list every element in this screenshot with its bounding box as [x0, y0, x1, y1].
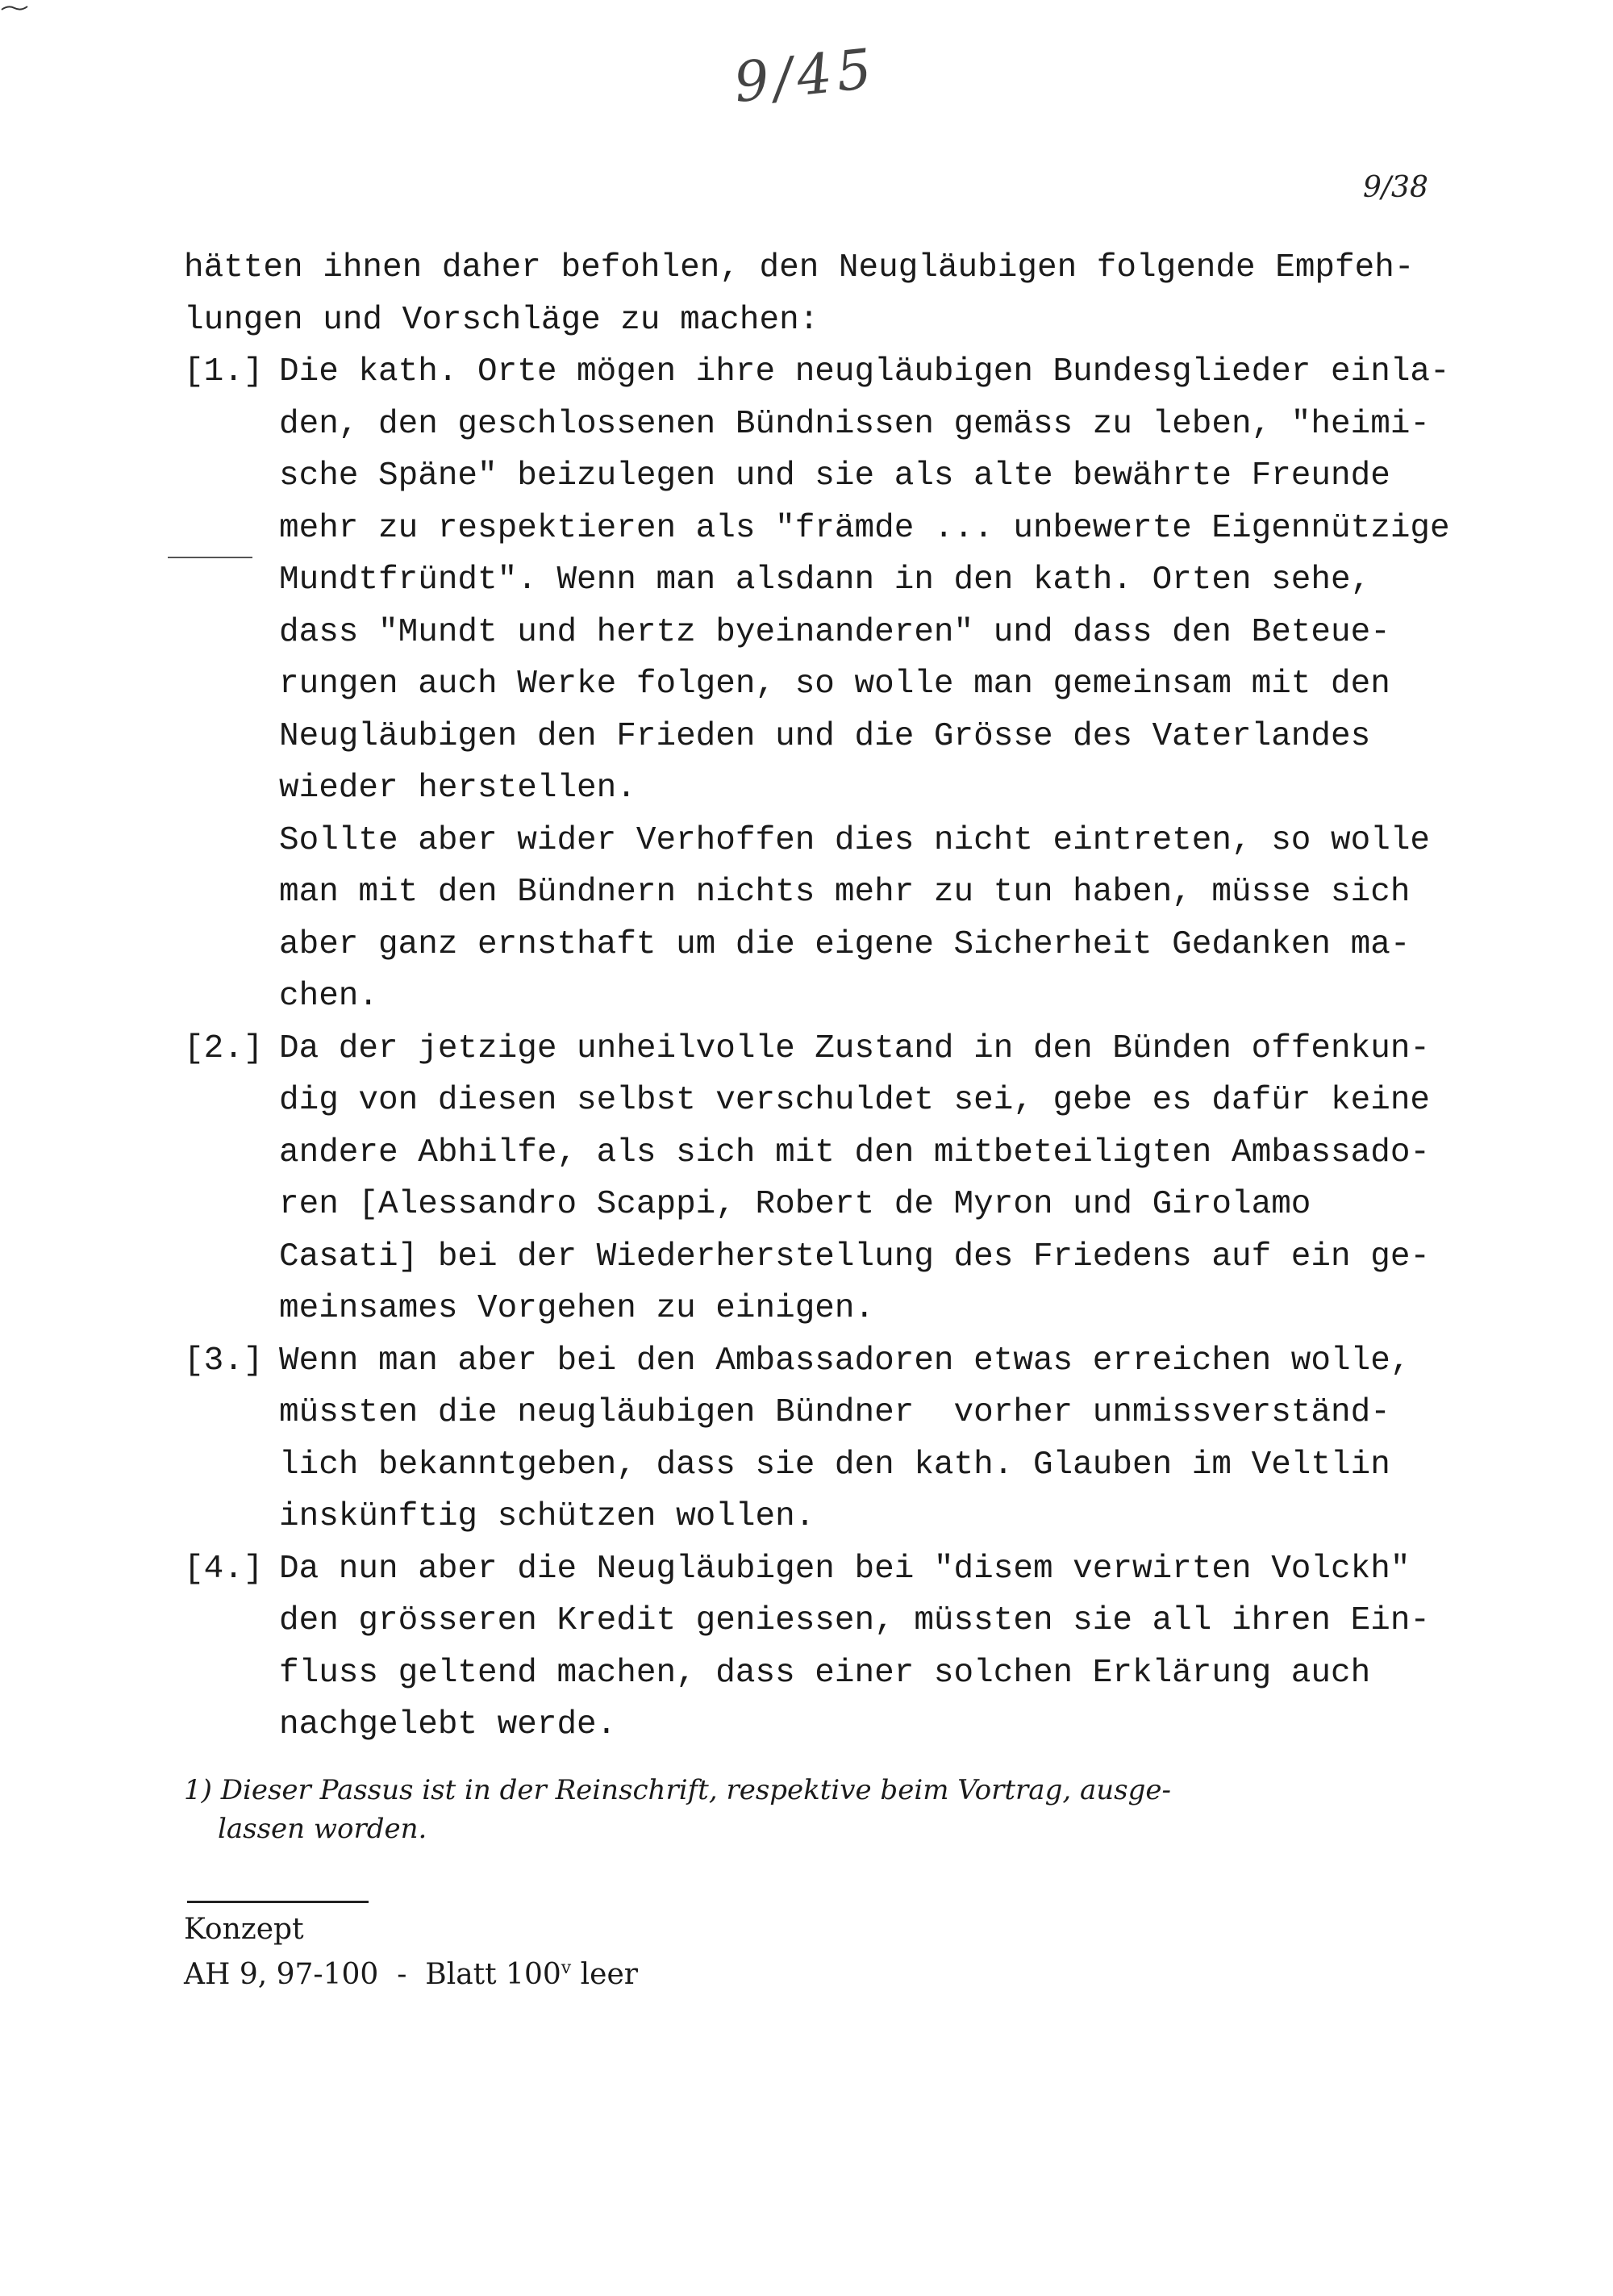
paragraph-line: hätten ihnen daher befohlen, den Neugläubigen folgende Empfeh- [184, 249, 1415, 286]
list-item-text: Wenn man aber bei den Ambassadoren etwas erreichen wolle, [279, 1342, 1411, 1380]
paragraph-continuation-line: den grösseren Kredit geniessen, müssten sie all ihren Ein- [279, 1602, 1431, 1639]
list-item-number: [3.] [184, 1342, 264, 1380]
source-ref-prefix: AH 9, 97-100 - Blatt 100 [184, 1958, 561, 1991]
paragraph-continuation-line: inskünftig schützen wollen. [279, 1498, 815, 1535]
paragraph-continuation-line: andere Abhilfe, als sich mit den mitbeteiligten Ambassado- [279, 1133, 1431, 1171]
paragraph-continuation-line: chen. [279, 978, 379, 1015]
list-item-text: Die kath. Orte mögen ihre neugläubigen Bundesglieder einla- [279, 353, 1450, 390]
list-item-number: [2.] [184, 1029, 264, 1067]
source-label: Konzept [184, 1913, 304, 1946]
paragraph-continuation-line: wieder herstellen. [279, 770, 636, 807]
paragraph-continuation-line: Casati] bei der Wiederherstellung des Friedens auf ein ge- [279, 1238, 1431, 1275]
paragraph-continuation-line: dass "Mundt und hertz byeinanderen" und dass den Beteue- [279, 613, 1390, 651]
source-ref-suffix: leer [571, 1958, 638, 1991]
footnote-line: 1) Dieser Passus ist in der Reinschrift, respektive beim Vortrag, ausge- [184, 1774, 1171, 1806]
paragraph-continuation-line: den, den geschlossenen Bündnissen gemäss zu leben, "heimi- [279, 405, 1431, 443]
footnote-line: lassen worden. [218, 1813, 427, 1845]
paragraph-continuation-line: Neugläubigen den Frieden und die Grösse des Vaterlandes [279, 717, 1371, 755]
paragraph-continuation-line: Sollte aber wider Verhoffen dies nicht eintreten, so wolle [279, 821, 1431, 859]
paragraph-continuation-line: müssten die neugläubigen Bündner vorher unmissverständ- [279, 1394, 1390, 1431]
source-reference [184, 1910, 638, 1994]
page-number: 9/38 [1363, 171, 1428, 204]
paragraph-continuation-line: Mundtfründt". Wenn man alsdann in den kath. Orten sehe, [279, 561, 1371, 599]
paragraph-continuation-line: mehr zu respektieren als "främde ... unbewerte Eigennützige [279, 509, 1450, 547]
footnote [184, 1771, 1442, 1848]
list-item-text: Da nun aber die Neugläubigen bei "disem verwirten Volckh" [279, 1550, 1411, 1588]
list-item [184, 1543, 1442, 1596]
paragraph-continuation-line: rungen auch Werke folgen, so wolle man gemeinsam mit den [279, 666, 1390, 703]
list-item-text: Da der jetzige unheilvolle Zustand in den Bünden offenkun- [279, 1029, 1431, 1067]
source-ref-sup: v [561, 1958, 572, 1978]
paragraph-continuation-line: dig von diesen selbst verschuldet sei, gebe es dafür keine [279, 1082, 1431, 1119]
list-item [184, 1023, 1442, 1075]
paragraph-continuation-line: nachgelebt werde. [279, 1706, 617, 1743]
list-item [184, 346, 1450, 399]
paragraph-continuation-line: ren [Alessandro Scappi, Robert de Myron und Girolamo [279, 1186, 1311, 1223]
source-citation [184, 1949, 638, 1994]
paragraph-continuation-line: sche Späne" beizulegen und sie als alte bewährte Freunde [279, 457, 1390, 495]
handwritten-folio-mark: 9/45 [731, 36, 880, 116]
list-item-number: [1.] [184, 353, 264, 390]
scan-corner-mark [0, 0, 48, 16]
footnote-rule [187, 1901, 369, 1903]
paragraph-continuation-line: fluss geltend machen, dass einer solchen Erklärung auch [279, 1654, 1371, 1692]
list-item-number: [4.] [184, 1550, 264, 1588]
paragraph-continuation-line: meinsames Vorgehen zu einigen. [279, 1290, 875, 1327]
paragraph-continuation-line: lich bekanntgeben, dass sie den kath. Glauben im Veltlin [279, 1446, 1390, 1484]
body-text [184, 242, 1450, 1751]
list-item [184, 1335, 1442, 1388]
paragraph-line: lungen und Vorschläge zu machen: [184, 301, 819, 339]
paragraph-continuation-line: aber ganz ernsthaft um die eigene Sicherheit Gedanken ma- [279, 925, 1411, 963]
paragraph-continuation-line: man mit den Bündnern nichts mehr zu tun haben, müsse sich [279, 874, 1411, 911]
